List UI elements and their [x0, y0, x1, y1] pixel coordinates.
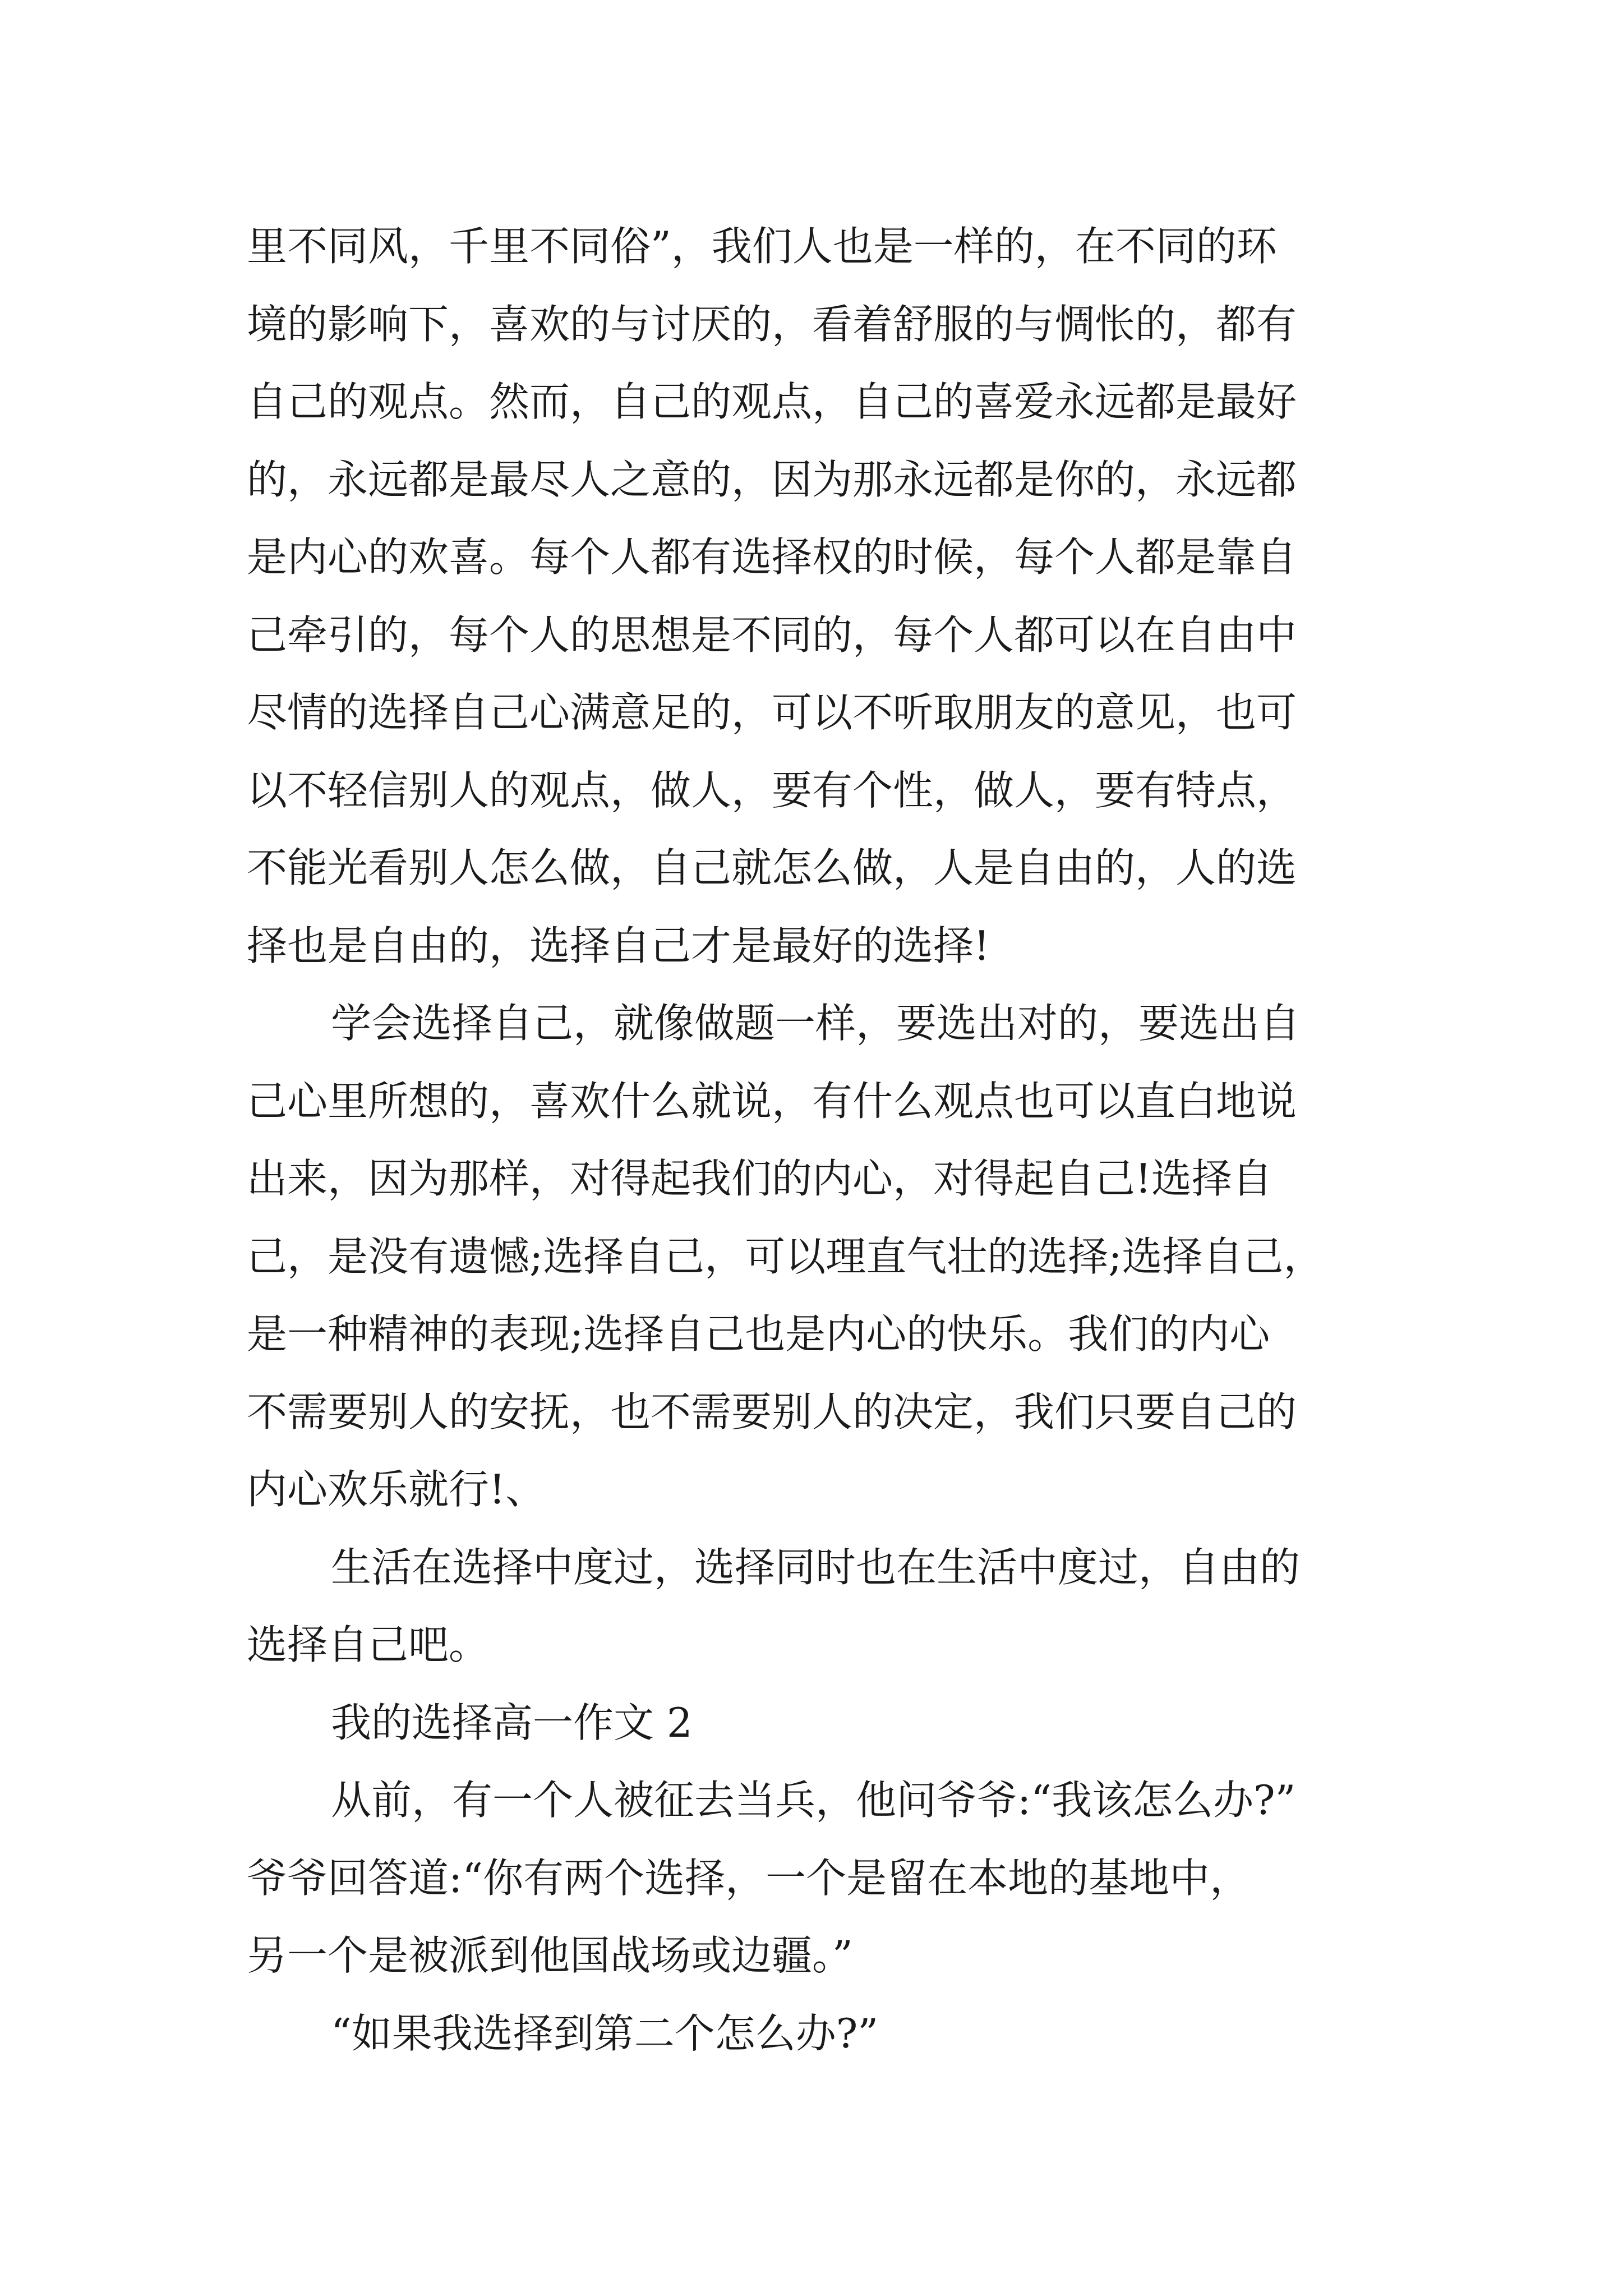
paragraph-first-line: 学会选择自己，就像做题一样，要选出对的，要选出自 — [331, 1000, 1301, 1047]
text-line: 己牵引的，每个人的思想是不同的，每个人都可以在自由中 — [247, 611, 1297, 659]
text-line: 选择自己吧。 — [247, 1621, 490, 1668]
text-line: 不需要别人的安抚，也不需要别人的决定，我们只要自己的 — [247, 1388, 1297, 1435]
text-line: 的，永远都是最尽人之意的，因为那永远都是你的，永远都 — [247, 455, 1297, 503]
text-line: 择也是自由的，选择自己才是最好的选择! — [247, 922, 990, 969]
section-heading: 我的选择高一作文 2 — [331, 1699, 693, 1746]
paragraph-first-line: “如果我选择到第二个怎么办?” — [331, 2009, 879, 2057]
text-line: 以不轻信别人的观点，做人，要有个性，做人，要有特点， — [247, 766, 1297, 814]
body-text — [247, 208, 1396, 2072]
text-line: 是一种精神的表现;选择自己也是内心的快乐。我们的内心 — [247, 1310, 1270, 1358]
text-line: 境的影响下，喜欢的与讨厌的，看着舒服的与惆怅的，都有 — [247, 300, 1297, 348]
paragraph-first-line: 生活在选择中度过，选择同时也在生活中度过，自由的 — [331, 1543, 1301, 1591]
text-line: 自己的观点。然而，自己的观点，自己的喜爱永远都是最好 — [247, 378, 1297, 425]
text-line: 是内心的欢喜。每个人都有选择权的时候，每个人都是靠自 — [247, 533, 1297, 581]
text-line: 尽情的选择自己心满意足的，可以不听取朋友的意见，也可 — [247, 689, 1297, 736]
text-line: 出来，因为那样，对得起我们的内心，对得起自己!选择自 — [247, 1155, 1272, 1202]
text-line: 内心欢乐就行!、 — [247, 1466, 546, 1513]
text-line: 不能光看别人怎么做，自己就怎么做，人是自由的，人的选 — [247, 844, 1297, 891]
paragraph-first-line: 从前，有一个人被征去当兵，他问爷爷:“我该怎么办?” — [331, 1777, 1296, 1824]
text-line: 另一个是被派到他国战场或边疆。” — [247, 1932, 853, 1979]
text-line: 爷爷回答道:“你有两个选择，一个是留在本地的基地中， — [247, 1854, 1251, 1902]
text-line: 己心里所想的，喜欢什么就说，有什么观点也可以直白地说 — [247, 1077, 1297, 1125]
text-line: 己，是没有遗憾;选择自己，可以理直气壮的选择;选择自己， — [247, 1232, 1324, 1280]
text-line: 里不同风，千里不同俗”，我们人也是一样的，在不同的环 — [247, 223, 1277, 270]
